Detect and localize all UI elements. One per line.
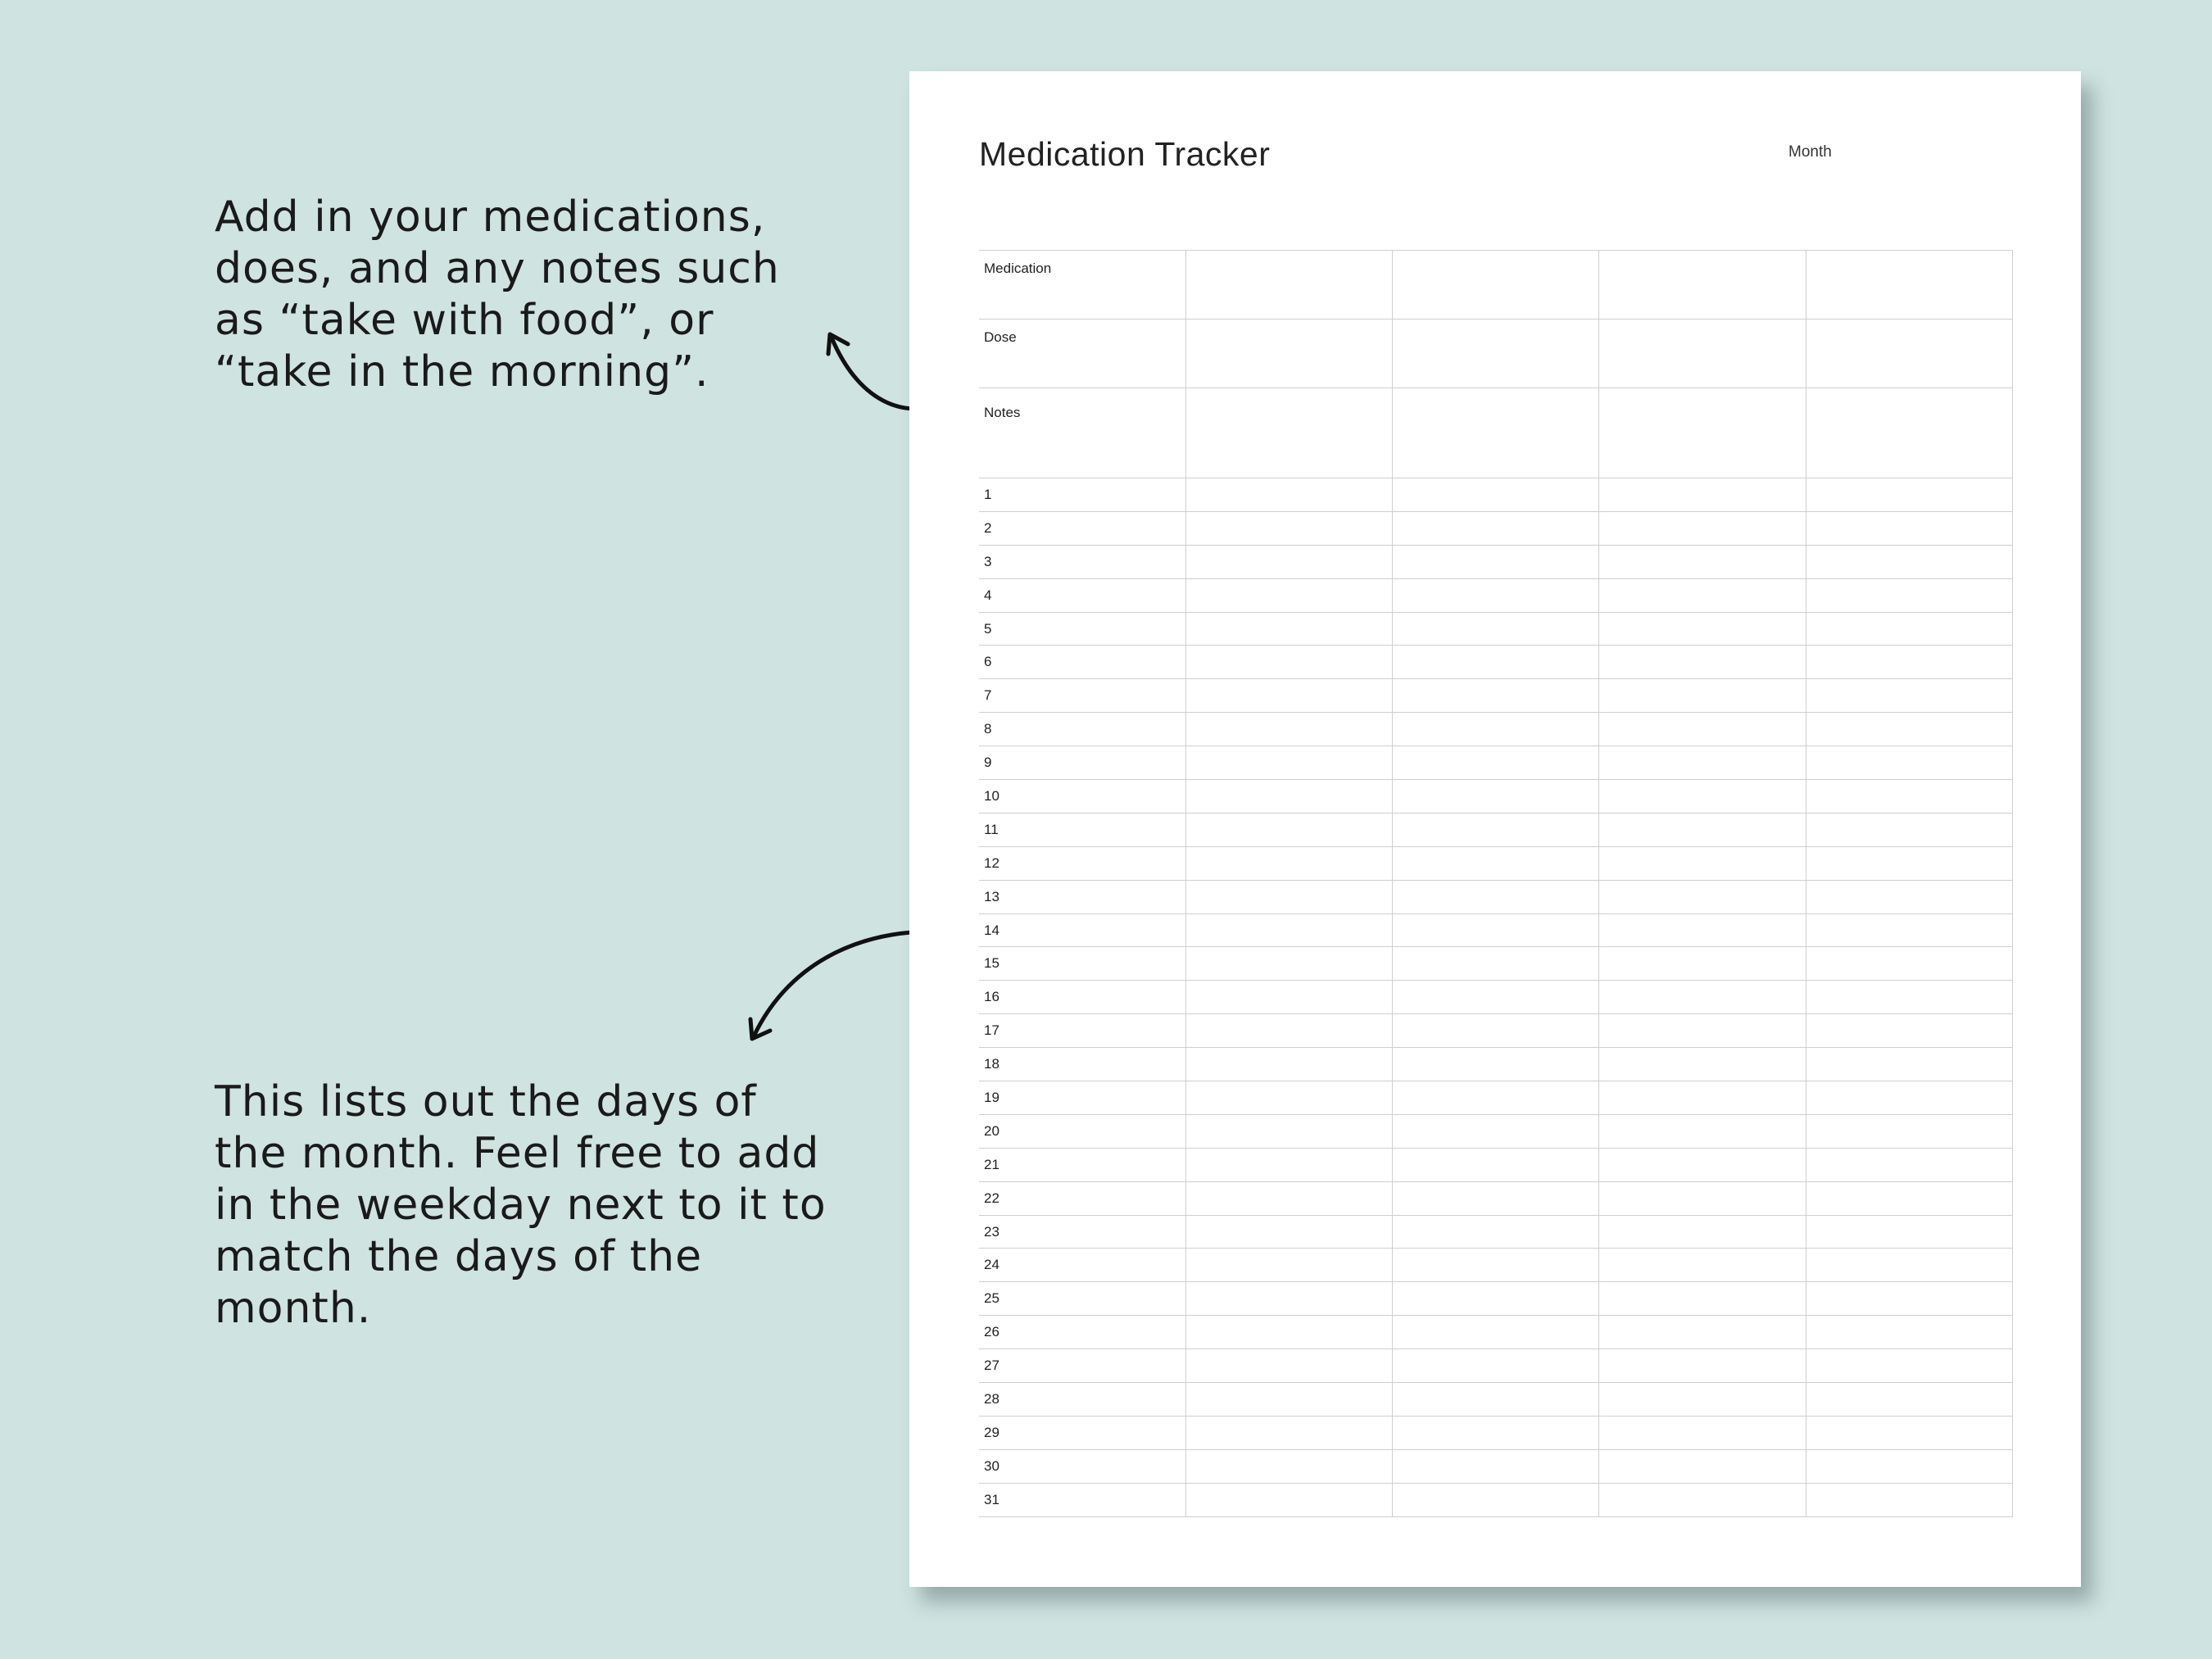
- entry-cell[interactable]: [1599, 1215, 1806, 1249]
- day-row: [979, 981, 2013, 1014]
- entry-cell[interactable]: [1185, 1416, 1392, 1449]
- day-row: [979, 913, 2013, 947]
- callout-medications-note: Add in your medications, does, and any notes such as “take with food”, or “take in the morning”.: [215, 193, 780, 397]
- row-label: 13: [979, 880, 1185, 913]
- entry-cell[interactable]: [1185, 1383, 1392, 1416]
- row-label: 6: [979, 646, 1185, 679]
- entry-cell[interactable]: [1393, 1048, 1599, 1081]
- entry-cell[interactable]: [1393, 1349, 1599, 1383]
- entry-cell[interactable]: [1185, 1349, 1392, 1383]
- entry-cell[interactable]: [1599, 1048, 1806, 1081]
- day-row: [979, 947, 2013, 981]
- entry-cell[interactable]: [1806, 780, 2012, 814]
- row-label: 3: [979, 545, 1185, 578]
- entry-cell[interactable]: [1806, 1249, 2012, 1282]
- entry-cell[interactable]: [1599, 251, 1806, 320]
- entry-cell[interactable]: [1393, 813, 1599, 846]
- entry-cell[interactable]: [1806, 947, 2012, 981]
- day-row: [979, 746, 2013, 780]
- entry-cell[interactable]: [1806, 1014, 2012, 1048]
- day-row: [979, 846, 2013, 880]
- entry-cell[interactable]: [1393, 1014, 1599, 1048]
- entry-cell[interactable]: [1185, 320, 1392, 388]
- entry-cell[interactable]: [1185, 813, 1392, 846]
- entry-cell[interactable]: [1806, 612, 2012, 646]
- day-row: [979, 1282, 2013, 1316]
- entry-cell[interactable]: [1393, 947, 1599, 981]
- entry-cell[interactable]: [1806, 646, 2012, 679]
- day-row: [979, 1148, 2013, 1181]
- day-row: [979, 1114, 2013, 1148]
- entry-cell[interactable]: [1806, 388, 2012, 478]
- header-row-notes: [979, 388, 2013, 478]
- entry-cell[interactable]: [1806, 1416, 2012, 1449]
- entry-cell[interactable]: [1599, 1081, 1806, 1115]
- entry-cell[interactable]: [1599, 679, 1806, 713]
- row-label: 26: [979, 1316, 1185, 1349]
- entry-cell[interactable]: [1599, 713, 1806, 746]
- entry-cell[interactable]: [1185, 1181, 1392, 1215]
- entry-cell[interactable]: [1599, 1316, 1806, 1349]
- day-row: [979, 1014, 2013, 1048]
- entry-cell[interactable]: [1393, 511, 1599, 545]
- entry-cell[interactable]: [1599, 545, 1806, 578]
- row-label: 15: [979, 947, 1185, 981]
- entry-cell[interactable]: [1599, 1282, 1806, 1316]
- entry-cell[interactable]: [1806, 511, 2012, 545]
- day-row: [979, 1181, 2013, 1215]
- row-label: 8: [979, 713, 1185, 746]
- entry-cell[interactable]: [1599, 913, 1806, 947]
- row-label: 4: [979, 578, 1185, 612]
- day-row: [979, 612, 2013, 646]
- entry-cell[interactable]: [1393, 1416, 1599, 1449]
- row-label: 25: [979, 1282, 1185, 1316]
- entry-cell[interactable]: [1393, 1114, 1599, 1148]
- row-label: 27: [979, 1349, 1185, 1383]
- day-row: [979, 1048, 2013, 1081]
- entry-cell[interactable]: [1185, 578, 1392, 612]
- entry-cell[interactable]: [1806, 1048, 2012, 1081]
- day-row: [979, 1383, 2013, 1416]
- entry-cell[interactable]: [1393, 612, 1599, 646]
- entry-cell[interactable]: [1185, 981, 1392, 1014]
- entry-cell[interactable]: [1185, 746, 1392, 780]
- row-label: 16: [979, 981, 1185, 1014]
- entry-cell[interactable]: [1185, 1081, 1392, 1115]
- entry-cell[interactable]: [1185, 646, 1392, 679]
- entry-cell[interactable]: [1806, 1081, 2012, 1115]
- entry-cell[interactable]: [1185, 880, 1392, 913]
- entry-cell[interactable]: [1185, 1148, 1392, 1181]
- row-label: 21: [979, 1148, 1185, 1181]
- entry-cell[interactable]: [1599, 1383, 1806, 1416]
- entry-cell[interactable]: [1599, 1014, 1806, 1048]
- entry-cell[interactable]: [1185, 612, 1392, 646]
- entry-cell[interactable]: [1806, 1148, 2012, 1181]
- entry-cell[interactable]: [1185, 846, 1392, 880]
- entry-cell[interactable]: [1806, 545, 2012, 578]
- entry-cell[interactable]: [1185, 388, 1392, 478]
- day-row: [979, 1249, 2013, 1282]
- entry-cell[interactable]: [1806, 1316, 2012, 1349]
- entry-cell[interactable]: [1599, 388, 1806, 478]
- entry-cell[interactable]: [1393, 981, 1599, 1014]
- entry-cell[interactable]: [1393, 679, 1599, 713]
- row-label: Medication: [979, 251, 1185, 320]
- entry-cell[interactable]: [1806, 813, 2012, 846]
- entry-cell[interactable]: [1393, 713, 1599, 746]
- entry-cell[interactable]: [1599, 320, 1806, 388]
- row-label: 30: [979, 1449, 1185, 1483]
- entry-cell[interactable]: [1393, 1081, 1599, 1115]
- row-label: 31: [979, 1483, 1185, 1516]
- row-label: 23: [979, 1215, 1185, 1249]
- entry-cell[interactable]: [1185, 251, 1392, 320]
- entry-cell[interactable]: [1393, 1148, 1599, 1181]
- header-row-dose: [979, 320, 2013, 388]
- entry-cell[interactable]: [1393, 880, 1599, 913]
- entry-cell[interactable]: [1599, 1114, 1806, 1148]
- entry-cell[interactable]: [1806, 1215, 2012, 1249]
- entry-cell[interactable]: [1806, 846, 2012, 880]
- entry-cell[interactable]: [1393, 1316, 1599, 1349]
- entry-cell[interactable]: [1393, 846, 1599, 880]
- entry-cell[interactable]: [1806, 913, 2012, 947]
- entry-cell[interactable]: [1185, 1215, 1392, 1249]
- entry-cell[interactable]: [1393, 646, 1599, 679]
- entry-cell[interactable]: [1806, 880, 2012, 913]
- row-label: 22: [979, 1181, 1185, 1215]
- entry-cell[interactable]: [1393, 746, 1599, 780]
- entry-cell[interactable]: [1393, 1215, 1599, 1249]
- entry-cell[interactable]: [1393, 1449, 1599, 1483]
- entry-cell[interactable]: [1599, 880, 1806, 913]
- row-label: 28: [979, 1383, 1185, 1416]
- day-row: [979, 713, 2013, 746]
- header-row-medication: [979, 251, 2013, 320]
- row-label: Dose: [979, 320, 1185, 388]
- entry-cell[interactable]: [1393, 320, 1599, 388]
- row-label: 17: [979, 1014, 1185, 1048]
- day-row: [979, 646, 2013, 679]
- day-row: [979, 1416, 2013, 1449]
- entry-cell[interactable]: [1599, 780, 1806, 814]
- entry-cell[interactable]: [1393, 578, 1599, 612]
- entry-cell[interactable]: [1806, 1282, 2012, 1316]
- entry-cell[interactable]: [1599, 1449, 1806, 1483]
- entry-cell[interactable]: [1806, 320, 2012, 388]
- entry-cell[interactable]: [1599, 511, 1806, 545]
- entry-cell[interactable]: [1599, 813, 1806, 846]
- row-label: 14: [979, 913, 1185, 947]
- entry-cell[interactable]: [1806, 981, 2012, 1014]
- entry-cell[interactable]: [1599, 646, 1806, 679]
- entry-cell[interactable]: [1599, 478, 1806, 512]
- row-label: 19: [979, 1081, 1185, 1115]
- entry-cell[interactable]: [1393, 1282, 1599, 1316]
- row-label: 1: [979, 478, 1185, 512]
- entry-cell[interactable]: [1185, 1048, 1392, 1081]
- month-label: Month: [1788, 143, 1832, 161]
- row-label: 10: [979, 780, 1185, 814]
- row-label: 29: [979, 1416, 1185, 1449]
- row-label: 7: [979, 679, 1185, 713]
- entry-cell[interactable]: [1599, 1349, 1806, 1383]
- entry-cell[interactable]: [1806, 1383, 2012, 1416]
- entry-cell[interactable]: [1393, 780, 1599, 814]
- tracker-grid: [979, 250, 2013, 1517]
- day-row: [979, 511, 2013, 545]
- entry-cell[interactable]: [1185, 545, 1392, 578]
- entry-cell[interactable]: [1599, 1249, 1806, 1282]
- entry-cell[interactable]: [1185, 780, 1392, 814]
- row-label: 5: [979, 612, 1185, 646]
- entry-cell[interactable]: [1185, 679, 1392, 713]
- entry-cell[interactable]: [1599, 947, 1806, 981]
- day-row: [979, 813, 2013, 846]
- entry-cell[interactable]: [1393, 1249, 1599, 1282]
- row-label: 18: [979, 1048, 1185, 1081]
- entry-cell[interactable]: [1393, 545, 1599, 578]
- entry-cell[interactable]: [1393, 1181, 1599, 1215]
- entry-cell[interactable]: [1185, 478, 1392, 512]
- entry-cell[interactable]: [1185, 1483, 1392, 1516]
- day-row: [979, 780, 2013, 814]
- row-label: 9: [979, 746, 1185, 780]
- entry-cell[interactable]: [1806, 578, 2012, 612]
- entry-cell[interactable]: [1599, 846, 1806, 880]
- entry-cell[interactable]: [1185, 1014, 1392, 1048]
- row-label: 2: [979, 511, 1185, 545]
- day-row: [979, 1215, 2013, 1249]
- entry-cell[interactable]: [1185, 1316, 1392, 1349]
- day-row: [979, 1081, 2013, 1115]
- entry-cell[interactable]: [1185, 1114, 1392, 1148]
- row-label: 11: [979, 813, 1185, 846]
- callout-days-note: This lists out the days of the month. Feel free to add in the weekday next to it to match the days of the month.: [215, 1077, 827, 1333]
- day-row: [979, 545, 2013, 578]
- entry-cell[interactable]: [1599, 578, 1806, 612]
- entry-cell[interactable]: [1806, 679, 2012, 713]
- entry-cell[interactable]: [1393, 251, 1599, 320]
- entry-cell[interactable]: [1185, 511, 1392, 545]
- entry-cell[interactable]: [1185, 1249, 1392, 1282]
- entry-cell[interactable]: [1806, 1181, 2012, 1215]
- row-label: Notes: [979, 388, 1185, 478]
- day-row: [979, 578, 2013, 612]
- entry-cell[interactable]: [1599, 612, 1806, 646]
- entry-cell[interactable]: [1393, 1483, 1599, 1516]
- entry-cell[interactable]: [1185, 913, 1392, 947]
- row-label: 24: [979, 1249, 1185, 1282]
- entry-cell[interactable]: [1806, 1349, 2012, 1383]
- entry-cell[interactable]: [1185, 1449, 1392, 1483]
- day-row: [979, 1349, 2013, 1383]
- entry-cell[interactable]: [1393, 478, 1599, 512]
- page-title: Medication Tracker: [979, 135, 1271, 173]
- entry-cell[interactable]: [1393, 1383, 1599, 1416]
- entry-cell[interactable]: [1806, 1449, 2012, 1483]
- day-row: [979, 1449, 2013, 1483]
- entry-cell[interactable]: [1393, 913, 1599, 947]
- entry-cell[interactable]: [1806, 1114, 2012, 1148]
- entry-cell[interactable]: [1599, 1181, 1806, 1215]
- tracker-sheet: [909, 71, 2081, 1587]
- day-row: [979, 880, 2013, 913]
- row-label: 20: [979, 1114, 1185, 1148]
- day-row: [979, 1316, 2013, 1349]
- entry-cell[interactable]: [1599, 981, 1806, 1014]
- entry-cell[interactable]: [1806, 746, 2012, 780]
- entry-cell[interactable]: [1599, 1416, 1806, 1449]
- row-label: 12: [979, 846, 1185, 880]
- entry-cell[interactable]: [1185, 947, 1392, 981]
- entry-cell[interactable]: [1185, 1282, 1392, 1316]
- day-row: [979, 679, 2013, 713]
- entry-cell[interactable]: [1599, 746, 1806, 780]
- entry-cell[interactable]: [1393, 388, 1599, 478]
- entry-cell[interactable]: [1806, 713, 2012, 746]
- entry-cell[interactable]: [1806, 1483, 2012, 1516]
- entry-cell[interactable]: [1599, 1148, 1806, 1181]
- arrowhead-down-icon: [750, 1019, 770, 1039]
- entry-cell[interactable]: [1185, 713, 1392, 746]
- entry-cell[interactable]: [1599, 1483, 1806, 1516]
- day-row: [979, 478, 2013, 512]
- entry-cell[interactable]: [1806, 251, 2012, 320]
- entry-cell[interactable]: [1806, 478, 2012, 512]
- day-row: [979, 1483, 2013, 1516]
